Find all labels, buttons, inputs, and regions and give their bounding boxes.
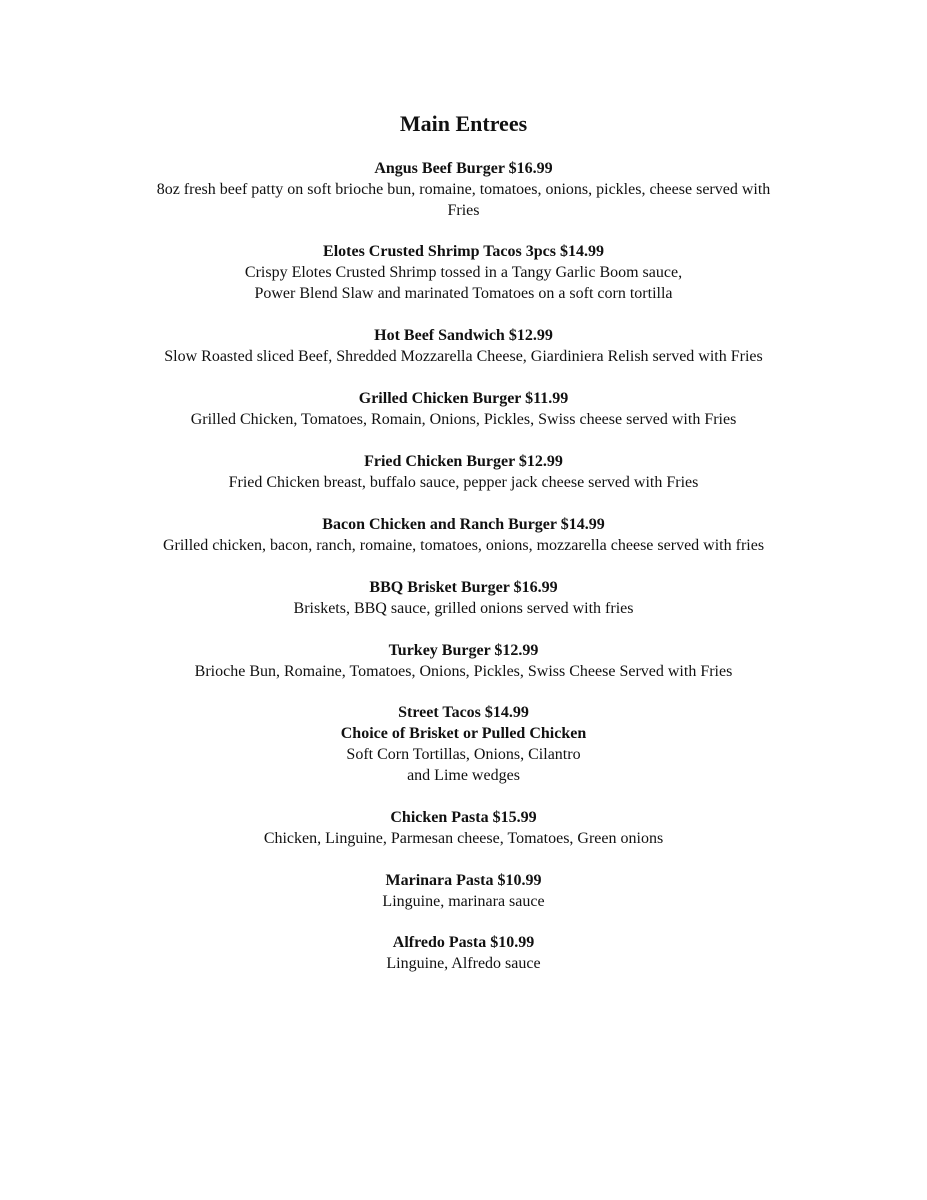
menu-item-grilled-chicken-burger — [60, 388, 867, 430]
menu-item-name: Grilled Chicken Burger $11.99 — [358, 390, 569, 407]
menu-item-name: Elotes Crusted Shrimp Tacos 3pcs $14.99 — [323, 243, 604, 260]
menu-item-hot-beef-sandwich — [60, 325, 867, 367]
menu-item-name: Bacon Chicken and Ranch Burger $14.99 — [322, 516, 605, 533]
menu-item-bacon-chicken-ranch-burger — [60, 514, 867, 556]
menu-item-bbq-brisket-burger — [60, 577, 867, 619]
menu-item-name: Chicken Pasta $15.99 — [390, 809, 537, 826]
menu-item-description: Fried Chicken breast, buffalo sauce, pepper jack cheese served with Fries — [228, 474, 699, 491]
menu-item-angus-beef-burger — [60, 158, 867, 221]
menu-item-description: Brioche Bun, Romaine, Tomatoes, Onions, Pickles, Swiss Cheese Served with Fries — [194, 663, 733, 680]
menu-item-description: Crispy Elotes Crusted Shrimp tossed in a Tangy Garlic Boom sauce, — [244, 264, 683, 281]
menu-item-fried-chicken-burger — [60, 451, 867, 493]
menu-item-turkey-burger — [60, 640, 867, 682]
menu-item-name: Fried Chicken Burger $12.99 — [364, 453, 563, 470]
page-title: Main Entrees — [399, 111, 528, 136]
menu-item-name: Marinara Pasta $10.99 — [385, 872, 542, 889]
menu-item-name: Angus Beef Burger $16.99 — [374, 160, 553, 177]
menu-item-description: Linguine, marinara sauce — [382, 893, 545, 910]
menu-item-description: Soft Corn Tortillas, Onions, Cilantro — [346, 746, 581, 763]
menu-item-description: Fries — [447, 202, 480, 219]
menu-item-name: Turkey Burger $12.99 — [388, 642, 539, 659]
menu-item-marinara-pasta — [60, 870, 867, 912]
menu-item-description: and Lime wedges — [407, 767, 520, 784]
menu-item-name: Street Tacos $14.99 — [398, 704, 529, 721]
menu-item-description: Grilled Chicken, Tomatoes, Romain, Onions, Pickles, Swiss cheese served with Fries — [190, 411, 737, 428]
menu-item-description: Briskets, BBQ sauce, grilled onions served with fries — [293, 600, 634, 617]
menu-item-name: Alfredo Pasta $10.99 — [392, 934, 535, 951]
menu-item-street-tacos — [60, 702, 867, 786]
menu-item-description: Linguine, Alfredo sauce — [386, 955, 541, 972]
menu-item-description: Chicken, Linguine, Parmesan cheese, Tomatoes, Green onions — [263, 830, 664, 847]
menu-item-subtitle: Choice of Brisket or Pulled Chicken — [340, 725, 587, 742]
menu-item-elotes-shrimp-tacos — [60, 241, 867, 304]
menu-item-chicken-pasta — [60, 807, 867, 849]
menu-item-description: Grilled chicken, bacon, ranch, romaine, tomatoes, onions, mozzarella cheese served with fries — [162, 537, 765, 554]
menu-item-description: Power Blend Slaw and marinated Tomatoes on a soft corn tortilla — [254, 285, 673, 302]
menu-item-description: Slow Roasted sliced Beef, Shredded Mozzarella Cheese, Giardiniera Relish served with Fries — [164, 348, 763, 365]
menu-item-name: Hot Beef Sandwich $12.99 — [374, 327, 553, 344]
menu-item-alfredo-pasta — [60, 932, 867, 974]
menu-item-name: BBQ Brisket Burger $16.99 — [369, 579, 558, 596]
menu-item-description: 8oz fresh beef patty on soft brioche bun, romaine, tomatoes, onions, pickles, cheese served with — [156, 181, 771, 198]
